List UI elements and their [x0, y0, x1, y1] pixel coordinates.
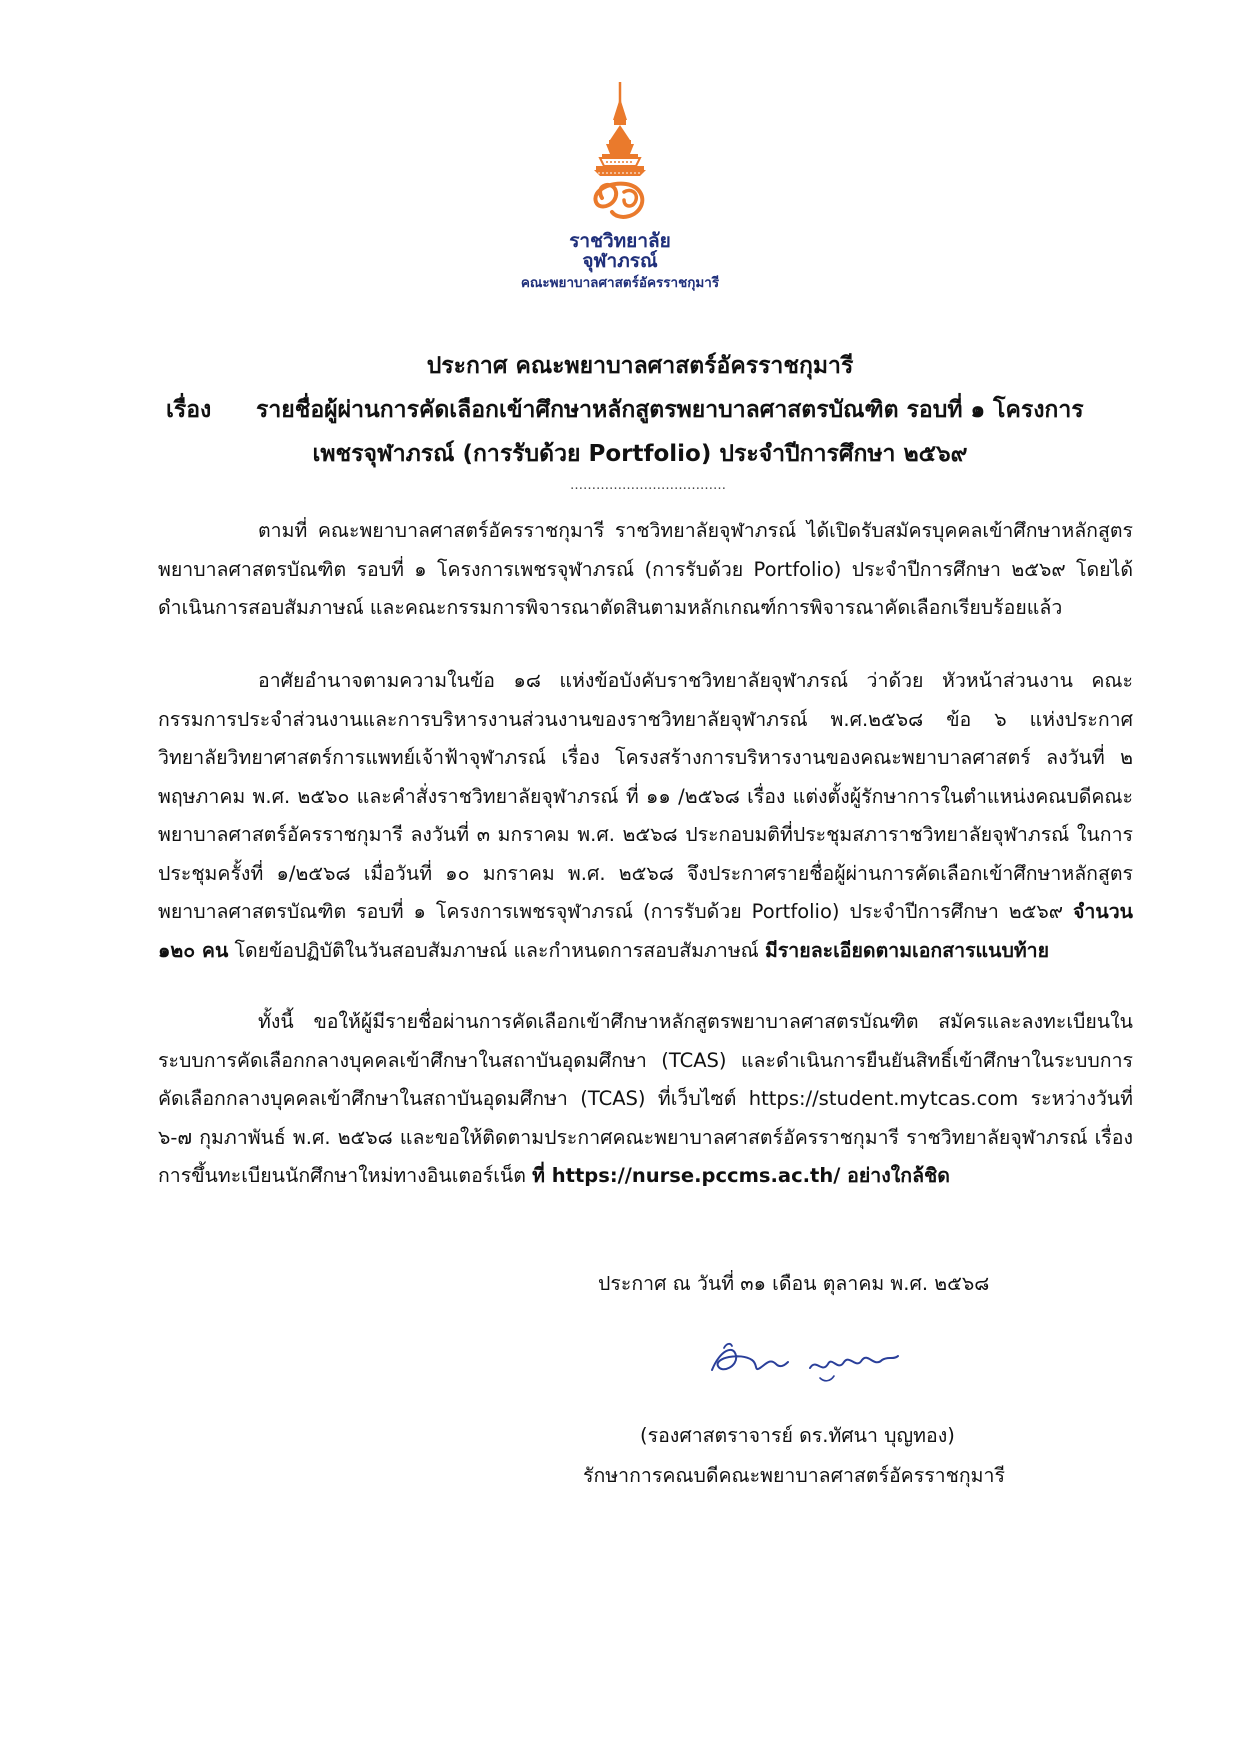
paragraph-3 [158, 1003, 1133, 1196]
paragraph-3-website: ที่ https://nurse.pccms.ac.th/ อย่างใกล้ชิด [532, 1164, 950, 1187]
announcement-title: ประกาศ คณะพยาบาลศาสตร์อัครราชกุมารี [426, 353, 854, 379]
announcement-date: ประกาศ ณ วันที่ ๓๑ เดือน ตุลาคม พ.ศ. ๒๕๖๘ [598, 1272, 990, 1295]
royal-crown-emblem-icon [580, 80, 660, 230]
paragraph-2 [158, 662, 1133, 970]
paragraph-2-text: อาศัยอำนาจตามความในข้อ ๑๘ แห่งข้อบังคับราชวิทยาลัยจุฬาภรณ์ ว่าด้วย หัวหน้าส่วนงาน คณะกรรมการประจำส่วนงานและการบริหารงานส่วนงานของราชวิทยาลัยจุฬาภรณ์ พ.ศ.๒๕๖๘ ข้อ ๖ แห่งประกาศวิทยาลัยวิทยาศาสตร์การแพทย์เจ้าฟ้าจุฬาภรณ์ เรื่อง โครงสร้างการบริหารงานของคณะพยาบาลศาสตร์ ลงวันที่ ๒ พฤษภาคม พ.ศ. ๒๕๖๐ และคำสั่งราชวิทยาลัยจุฬาภรณ์ ที่ ๑๑ /๒๕๖๘ เรื่อง แต่งตั้งผู้รักษาการในตำแหน่งคณบดีคณะพยาบาลศาสตร์อัครราชกุมารี ลงวันที่ ๓ มกราคม พ.ศ. ๒๕๖๘ ประกอบมติที่ประชุมสภาราชวิทยาลัยจุฬาภรณ์ ในการประชุมครั้งที่ ๑/๒๕๖๘ เมื่อวันที่ ๑๐ มกราคม พ.ศ. ๒๕๖๘ จึงประกาศรายชื่อผู้ผ่านการคัดเลือกเข้าศึกษาหลักสูตรพยาบาลศาสตรบัณฑิต รอบที่ ๑ โครงการเพชรจุฬาภรณ์ (การรับด้วย Portfolio) ประจำปีการศึกษา ๒๕๖๙ [158, 669, 1133, 923]
subject-text-line1: รายชื่อผู้ผ่านการคัดเลือกเข้าศึกษาหลักสูตรพยาบาลศาสตรบัณฑิต รอบที่ ๑ โครงการ [256, 397, 1084, 423]
paragraph-2-details: มีรายละเอียดตามเอกสารแนบท้าย [764, 938, 1050, 962]
paragraph-3-text: ทั้งนี้ ขอให้ผู้มีรายชื่อผ่านการคัดเลือกเข้าศึกษาหลักสูตรพยาบาลศาสตรบัณฑิต สมัครและลงทะเบียนในระบบการคัดเลือกกลางบุคคลเข้าศึกษาในสถาบันอุดมศึกษา (TCAS) และดำเนินการยืนยันสิทธิ์เข้าศึกษาในระบบการคัดเลือกกลางบุคคลเข้าศึกษาในสถาบันอุดมศึกษา (TCAS) ที่เว็บไซต์ https://student.mytcas.com ระหว่างวันที่ ๖-๗ กุมภาพันธ์ พ.ศ. ๒๕๖๘ และขอให้ติดตามประกาศคณะพยาบาลศาสตร์อัครราชกุมารี ราชวิทยาลัยจุฬาภรณ์ เรื่องการขึ้นทะเบียนนักศึกษาใหม่ทางอินเตอร์เน็ต [158, 1010, 1133, 1187]
announcement-subject-line1 [150, 392, 1130, 428]
institution-logo [520, 80, 720, 330]
paragraph-1: ตามที่ คณะพยาบาลศาสตร์อัครราชกุมารี ราชวิทยาลัยจุฬาภรณ์ ได้เปิดรับสมัครบุคคลเข้าศึกษาหลักสูตรพยาบาลศาสตรบัณฑิต รอบที่ ๑ โครงการเพชรจุฬาภรณ์ (การรับด้วย Portfolio) ประจำปีการศึกษา ๒๕๖๙ โดยได้ดำเนินการสอบสัมภาษณ์ และคณะกรรมการพิจารณาตัดสินตามหลักเกณฑ์การพิจารณาคัดเลือกเรียบร้อยแล้ว [158, 519, 1133, 619]
paragraph-2-count: จำนวน ๑๒๐ คน [158, 900, 1133, 962]
handwritten-signature [700, 1330, 910, 1390]
subject-label: เรื่อง [166, 397, 212, 423]
separator-dots: ……………………………… [570, 478, 726, 493]
logo-text-chulabhorn: จุฬาภรณ์ [582, 249, 658, 272]
announcement-subject-line2: เพชรจุฬาภรณ์ (การรับด้วย Portfolio) ประจำปีการศึกษา ๒๕๖๙ [312, 441, 968, 467]
logo-text-faculty: คณะพยาบาลศาสตร์อัครราชกุมารี [520, 274, 720, 291]
signatory-title: รักษาการคณบดีคณะพยาบาลศาสตร์อัครราชกุมารี [583, 1464, 1005, 1487]
logo-text-college: ราชวิทยาลัย [569, 230, 671, 252]
signatory-name: (รองศาสตราจารย์ ดร.ทัศนา บุญทอง) [640, 1424, 955, 1447]
paragraph-2-mid: โดยข้อปฏิบัติในวันสอบสัมภาษณ์ และกำหนดการสอบสัมภาษณ์ [234, 938, 759, 962]
